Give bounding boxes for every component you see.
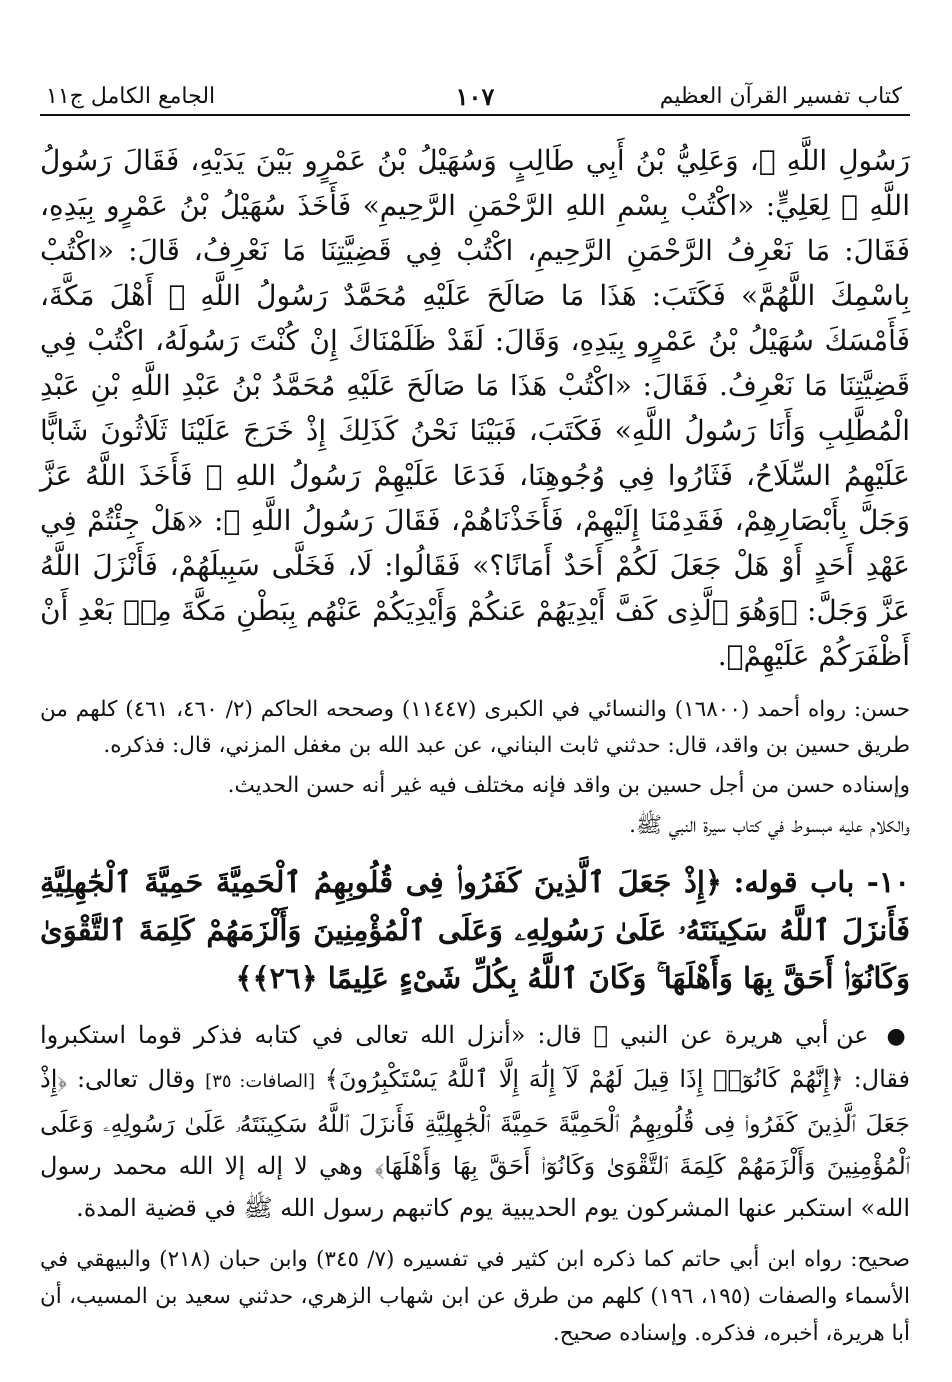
volume-title: الجامع الكامل ج١١ xyxy=(46,84,216,109)
verse-fath: ﴿إِذْ جَعَلَ ٱلَّذِينَ كَفَرُوا۟ فِى قُلُوبِهِمُ ٱلْحَمِيَّةَ حَمِيَّةَ ٱلْجَٰهِلِيَّةِ فَأَنزَلَ ٱللَّهُ سَكِينَتَهُۥ عَلَىٰ رَسُولِهِۦ وَعَلَى ٱلْمُؤْمِنِينَ وَأَلْزَمَهُمْ كَلِمَةَ ٱلتَّقْوَىٰ وَكَانُوٓا۟ أَحَقَّ بِهَا وَأَهْلَهَا﴾ xyxy=(40,1065,910,1180)
hadith-text: رَسُولِ اللَّهِ ﷺ، وَعَلِيُّ بْنُ أَبِي طَالِبٍ وَسُهَيْلُ بْنُ عَمْرٍو بَيْنَ يَدَيْهِ، فَقَالَ رَسُولُ اللَّهِ ﷺ لِعَلِيٍّ: «اكْتُبْ بِسْمِ اللهِ الرَّحْمَنِ الرَّحِيمِ» فَأَخَذَ سُهَيْلُ بْنُ عَمْرٍو بِيَدِهِ، فَقَالَ: مَا نَعْرِفُ الرَّحْمَنِ الرَّحِيمِ، اكْتُبْ فِي قَضِيَّتِنَا مَا نَعْرِفُ، قَالَ: «اكْتُبْ بِاسْمِكَ اللَّهُمَّ» فَكَتَبَ: هَذَا مَا صَالَحَ عَلَيْهِ مُحَمَّدٌ رَسُولُ اللَّهِ ﷺ أَهْلَ مَكَّةَ، فَأَمْسَكَ سُهَيْلُ بْنُ عَمْرٍو بِيَدِهِ، وَقَالَ: لَقَدْ ظَلَمْنَاكَ إِنْ كُنْتَ رَسُولَهُ، اكْتُبْ فِي قَضِيَّتِنَا مَا نَعْرِفُ. فَقَالَ: «اكْتُبْ هَذَا مَا صَالَحَ عَلَيْهِ مُحَمَّدُ بْنُ عَبْدِ اللَّهِ بْنِ عَبْدِ الْمُطَّلِبِ وَأَنَا رَسُولُ اللَّهِ» فَكَتَبَ، فَبَيْنَا نَحْنُ كَذَلِكَ إِذْ خَرَجَ عَلَيْنَا ثَلَاثُونَ شَابًّا عَلَيْهِمُ السِّلَاحُ، فَثَارُوا فِي وُجُوهِنَا، فَدَعَا عَلَيْهِمْ رَسُولُ اللهِ ﷺ فَأَخَذَ اللَّهُ عَزَّ وَجَلَّ بِأَبْصَارِهِمْ، فَقَدِمْنَا إِلَيْهِمْ، فَأَخَذْنَاهُمْ، فَقَالَ رَسُولُ اللَّهِ ﷺ: «هَلْ جِئْتُمْ فِي عَهْدِ أَحَدٍ أَوْ هَلْ جَعَلَ لَكُمْ أَحَدٌ أَمَانًا؟» فَقَالُوا: لَا، فَخَلَّى سَبِيلَهُمْ، فَأَنْزَلَ اللَّهُ عَزَّ وَجَلَّ: ﴿وَهُوَ ٱلَّذِى كَفَّ أَيْدِيَهُمْ عَنكُمْ وَأَيْدِيَكُمْ عَنْهُم بِبَطْنِ مَكَّةَ مِنۢ بَعْدِ أَنْ أَظْفَرَكُمْ عَلَيْهِمْ﴾. xyxy=(40,144,910,672)
page-header xyxy=(40,0,910,118)
header-rule xyxy=(40,114,910,116)
takhrij-note-1 xyxy=(40,692,910,844)
takhrij-line: حسن: رواه أحمد (١٦٨٠٠) والنسائي في الكبرى (١١٤٤٧) وصححه الحاكم (٢/ ٤٦٠، ٤٦١) كلهم من طريق حسين بن واقد، قال: حدثني ثابت البناني، عن عبد الله بن مغفل المزني، قال: فذكره. xyxy=(40,697,911,758)
chapter-heading xyxy=(40,858,910,1002)
hadith-abu-hurayra xyxy=(40,1014,910,1229)
takhrij-line-2: صحيح: رواه ابن أبي حاتم كما ذكره ابن كثير في تفسيره (٧/ ٣٤٥) وابن حبان (٢١٨) والبيهقي في الأسماء والصفات (١٩٥، ١٩٦) كلهم من طرق عن ابن شهاب الزهري، حدثني سعيد بن المسيب، أن أبا هريرة، أخبره، فذكره. وإسناده صحيح. xyxy=(40,1247,910,1346)
verse-saffat: ﴿إِنَّهُمْ كَانُوٓا۟ إِذَا قِيلَ لَهُمْ لَآ إِلَٰهَ إِلَّا ٱللَّهُ يَسْتَكْبِرُونَ﴾ xyxy=(324,1065,844,1093)
hadith-middle: وقال تعالى: xyxy=(67,1065,196,1093)
chapter-verse: ﴿إِذْ جَعَلَ ٱلَّذِينَ كَفَرُوا۟ فِى قُلُوبِهِمُ ٱلْحَمِيَّةَ حَمِيَّةَ ٱلْجَٰهِلِيَّةِ فَأَنزَلَ ٱللَّهُ سَكِينَتَهُۥ عَلَىٰ رَسُولِهِۦ وَعَلَى ٱلْمُؤْمِنِينَ وَأَلْزَمَهُمْ كَلِمَةَ ٱلتَّقْوَىٰ وَكَانُوٓا۟ أَحَقَّ بِهَا وَأَهْلَهَا ۚ وَكَانَ ٱللَّهُ بِكُلِّ شَىْءٍ عَلِيمًا ﴿٢٦﴾﴾ xyxy=(40,865,911,995)
hadith-intro: عن أبي هريرة عن النبي ﷺ قال: «أنزل الله تعالى في كتابه فذكر قوما استكبروا فقال: xyxy=(40,1021,911,1093)
bullet-icon: ● xyxy=(886,1024,910,1049)
remark-line: والكلام عليه مبسوط في كتاب سيرة النبي ﷺ. xyxy=(629,813,910,838)
isnad-grade: وإسناده حسن من أجل حسين بن واقد فإنه مختلف فيه غير أنه حسن الحديث. xyxy=(227,773,910,798)
chapter-label: ١٠- باب قوله: xyxy=(733,865,911,899)
book-title: كتاب تفسير القرآن العظيم xyxy=(659,84,902,109)
page-number: ١٠٧ xyxy=(455,82,495,111)
verse-reference: [الصافات: ٣٥] xyxy=(205,1071,316,1092)
takhrij-note-2 xyxy=(40,1241,910,1352)
hadith-ending: وهي لا إله إلا الله محمد رسول الله» استكبر عنها المشركون يوم الحديبية يوم كاتبهم رسول الله ﷺ في قضية المدة. xyxy=(40,1152,910,1222)
